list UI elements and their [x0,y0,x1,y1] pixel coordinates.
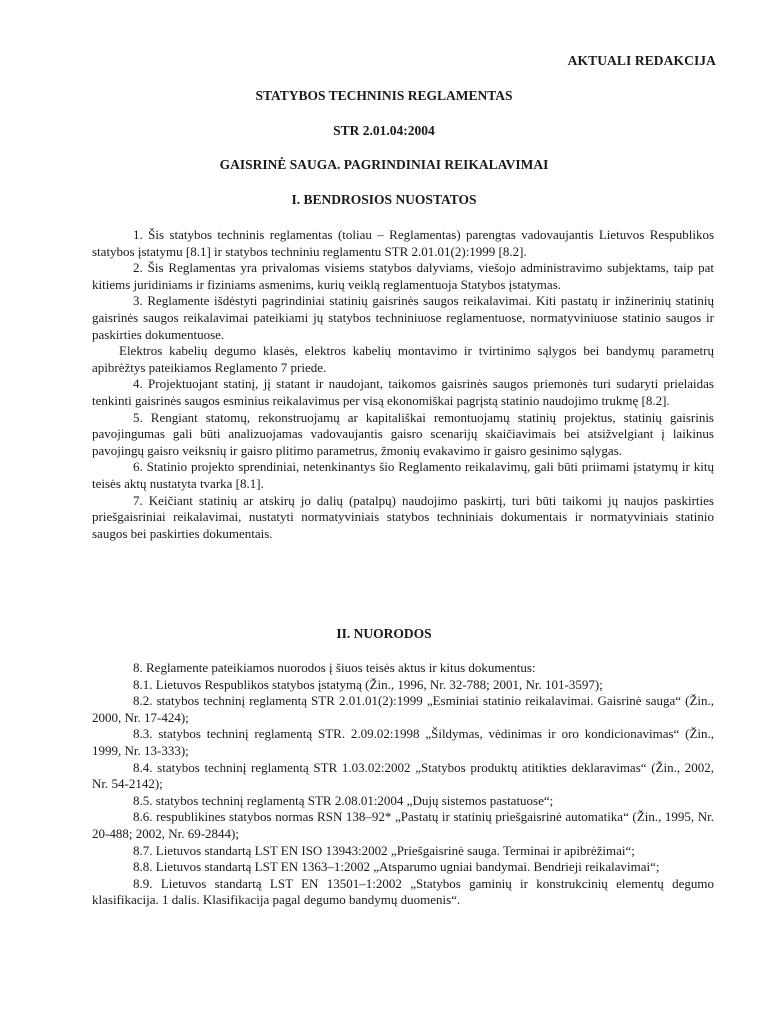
document-subject: GAISRINĖ SAUGA. PAGRINDINIAI REIKALAVIMAI [219,157,549,172]
reference-item: 8.5. statybos techninį reglamentą STR 2.08.01:2004 „Dujų sistemos pastatuose“; [133,792,554,808]
reference-item: 8.8. Lietuvos standartą LST EN 1363–1:2002 „Atsparumo ugniai bandymai. Bendrieji reikalavimai“; [133,859,660,875]
edition-status-label: AKTUALI REDAKCIJA [567,53,716,68]
reference-item: 8.3. statybos techninį reglamentą STR. 2.09.02:1998 „Šildymas, vėdinimas ir oro kondicionavimas“ (Žin., 1999, Nr. 13-333); [92,726,714,758]
reference-item: 8. Reglamente pateikiamos nuorodos į šiuos teisės aktus ir kitus dokumentus: [133,660,536,675]
reference-item: 8.2. statybos techninį reglamentą STR 2.01.01(2):1999 „Esminiai statinio reikalavimai. Gaisrinė sauga“ (Žin., 2000, Nr. 17-424); [92,693,714,725]
paragraph: 5. Rengiant statomų, rekonstruojamų ar kapitališkai remontuojamų statinių projektus, statinių gaisrinis pavojingumas gali būti analizuojamas vadovaujantis gaisro scenarijų skaičiavimais bei atsižvelgiant į laikinus pavojingų gaisro veiksnių ir gaisro plitimo parametrus, žmonių evakavimo ir gaisro gesinimo sąlygas. [92,409,714,458]
paragraph: 6. Statinio projekto sprendiniai, netenkinantys šio Reglamento reikalavimų, gali būti priimami įstatymų ir kitų teisės aktų nustatyta tvarka [8.1]. [92,459,714,491]
section-heading-general-provisions: I. BENDROSIOS NUOSTATOS [291,192,477,207]
reference-item: 8.1. Lietuvos Respublikos statybos įstatymą (Žin., 1996, Nr. 32-788; 2001, Nr. 101-3597); [133,676,603,692]
document-title: STATYBOS TECHNINIS REGLAMENTAS [255,88,513,103]
paragraph: 3. Reglamente išdėstyti pagrindiniai statinių gaisrinės saugos reikalavimai. Kiti pastatų ir inžinerinių statinių gaisrinės saugos reikalavimai pateikiami jų statybos techniniuose reglamentuose, normatyviniuose statinio saugos ir paskirties dokumentuose. [92,293,714,342]
paragraph: 1. Šis statybos techninis reglamentas (toliau – Reglamentas) parengtas vadovaujantis Lietuvos Respublikos statybos įstatymu [8.1] ir statybos techniniu reglamentu STR 2.01.01(2):1999 [8.2]. [92,227,714,259]
paragraph: 7. Keičiant statinių ar atskirų jo dalių (patalpų) naudojimo paskirtį, turi būti taikomi jų naujos paskirties priešgaisriniai reikalavimai, nustatyti normatyviniais statybos techniniais dokumentais ir normatyviniais statinio saugos bei paskirties dokumentais. [92,492,714,541]
section-heading-references: II. NUORODOS [336,626,432,641]
section-body-references [92,660,714,909]
reference-item: 8.6. respublikines statybos normas RSN 138–92* „Pastatų ir statinių priešgaisrinė automatika“ (Žin., 1995, Nr. 20-488; 2002, Nr. 69-2844); [92,809,714,841]
reference-item: 8.9. Lietuvos standartą LST EN 13501–1:2002 „Statybos gaminių ir konstrukcinių elementų degumo klasifikacija. 1 dalis. Klasifikacija pagal degumo bandymų duomenis“. [92,875,714,908]
reference-item: 8.4. statybos techninį reglamentą STR 1.03.02:2002 „Statybos produktų atitikties deklaravimas“ (Žin., 2002, Nr. 54-2142); [92,759,714,792]
paragraph: 2. Šis Reglamentas yra privalomas visiems statybos dalyviams, viešojo administravimo subjektams, taip pat kitiems juridiniams ir fiziniams asmenims, kurių veiklą reglamentuoja Statybos įstatymas. [92,260,714,292]
reference-item: 8.7. Lietuvos standartą LST EN ISO 13943:2002 „Priešgaisrinė sauga. Terminai ir apibrėžimai“; [133,842,635,858]
paragraph: Elektros kabelių degumo klasės, elektros kabelių montavimo ir tvirtinimo sąlygos bei bandymų parametrų apibrėžtys pateikiamos Reglamento 7 priede. [92,343,714,375]
section-body-general-provisions [92,227,714,542]
paragraph: 4. Projektuojant statinį, jį statant ir naudojant, taikomos gaisrinės saugos priemonės turi sudaryti prielaidas tenkinti gaisrinės saugos esminius reikalavimus per visą ekonomiškai pagrįstą statinio naudojimo trukmę [8.2]. [92,376,714,408]
document-code: STR 2.01.04:2004 [333,123,435,138]
